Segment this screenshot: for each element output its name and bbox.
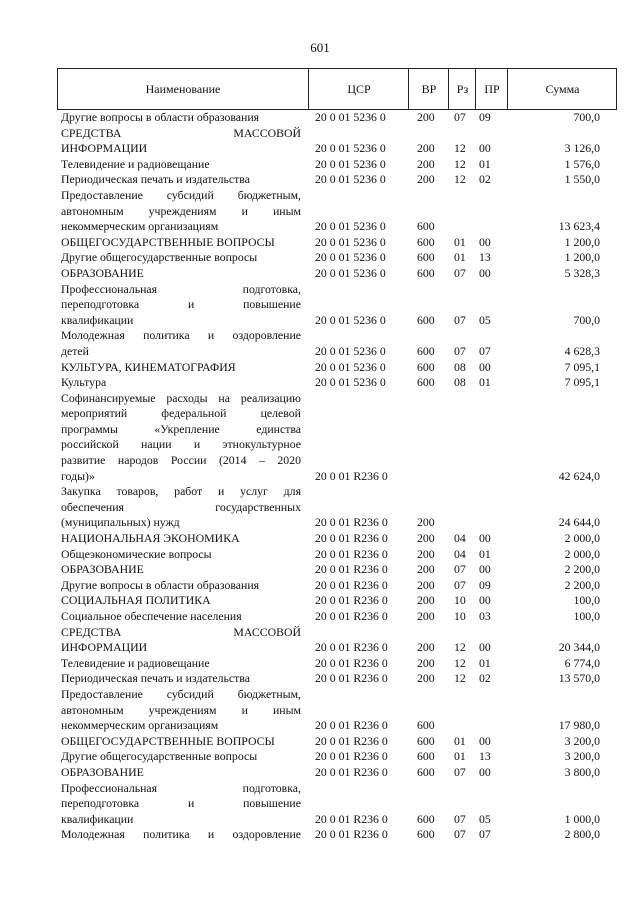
row-name: Другие общегосударственные вопросы (61, 749, 258, 764)
table-row (57, 126, 617, 142)
table-row (57, 235, 617, 251)
row-csr: 20 0 01 5236 0 (315, 343, 386, 358)
row-name: ИНФОРМАЦИИ (61, 640, 148, 655)
row-sum: 3 800,0 (564, 764, 600, 779)
row-vr: 600 (417, 250, 435, 265)
row-vr: 600 (417, 343, 435, 358)
row-sum: 1 200,0 (564, 250, 600, 265)
row-vr: 600 (417, 718, 435, 733)
row-name-text: Профессиональная подготовка, (61, 780, 301, 795)
row-name: Периодическая печать и издательства (61, 671, 250, 686)
row-vr: 600 (417, 375, 435, 390)
row-pr: 00 (479, 764, 491, 779)
table-row (57, 453, 617, 469)
row-sum: 100,0 (573, 609, 600, 623)
table-row (57, 469, 617, 485)
row-rz: 01 (454, 749, 466, 764)
table-row (57, 313, 617, 329)
row-pr: 00 (479, 234, 491, 249)
row-name: Культура (61, 375, 107, 390)
header-name: Наименование (145, 82, 221, 96)
row-name (61, 827, 301, 843)
row-csr: 20 0 01 R236 0 (315, 764, 388, 779)
row-name-text: Софинансируемые расходы на реализацию (61, 390, 301, 405)
row-pr: 00 (479, 640, 491, 655)
row-rz: 12 (454, 172, 466, 187)
row-rz: 07 (454, 562, 466, 577)
row-name-text: переподготовка и повышение (61, 796, 301, 811)
row-name (61, 484, 301, 500)
row-name (61, 500, 301, 516)
row-name: ОБРАЗОВАНИЕ (61, 265, 144, 280)
row-sum: 2 200,0 (564, 562, 600, 577)
row-sum: 2 000,0 (564, 531, 600, 546)
row-name: Другие вопросы в области образования (61, 110, 260, 124)
table-row (57, 796, 617, 812)
table-row (57, 344, 617, 360)
row-name: годы)» (61, 468, 95, 483)
row-rz: 08 (454, 375, 466, 390)
row-sum: 5 328,3 (564, 265, 600, 280)
row-csr: 20 0 01 5236 0 (315, 312, 386, 327)
table-row (57, 406, 617, 422)
table-row (57, 812, 617, 828)
table-row (57, 375, 617, 391)
row-vr: 600 (417, 749, 435, 764)
row-csr: 20 0 01 5236 0 (315, 110, 386, 124)
row-name (61, 437, 301, 453)
row-rz: 12 (454, 640, 466, 655)
row-sum: 3 200,0 (564, 733, 600, 748)
row-sum: 20 344,0 (558, 640, 600, 655)
header-csr: ЦСР (308, 69, 409, 109)
row-vr: 200 (417, 671, 435, 686)
table-row (57, 391, 617, 407)
table-row (57, 531, 617, 547)
row-vr: 600 (417, 764, 435, 779)
row-vr: 200 (417, 546, 435, 561)
row-rz: 12 (454, 655, 466, 670)
row-sum: 4 628,3 (564, 343, 600, 358)
row-csr: 20 0 01 R236 0 (315, 640, 388, 655)
row-csr: 20 0 01 5236 0 (315, 156, 386, 171)
row-vr: 600 (417, 733, 435, 748)
row-name-text: Молодежная политика и оздоровление (61, 827, 301, 842)
row-name: квалификации (61, 811, 134, 826)
row-csr: 20 0 01 R236 0 (315, 671, 388, 686)
row-name: ОБЩЕГОСУДАРСТВЕННЫЕ ВОПРОСЫ (61, 733, 275, 748)
row-sum: 17 980,0 (558, 718, 600, 733)
row-name (61, 188, 301, 204)
row-name (61, 453, 301, 469)
row-name: ИНФОРМАЦИИ (61, 141, 148, 156)
row-csr: 20 0 01 R236 0 (315, 577, 388, 592)
row-sum: 1 000,0 (564, 811, 600, 826)
row-name (61, 796, 301, 812)
row-vr: 200 (417, 515, 435, 530)
row-name-text: СРЕДСТВА МАССОВОЙ (61, 125, 301, 140)
table-row (57, 703, 617, 719)
row-rz: 08 (454, 359, 466, 374)
table-row (57, 547, 617, 563)
row-name: детей (61, 343, 89, 358)
row-pr: 00 (479, 265, 491, 280)
row-name: КУЛЬТУРА, КИНЕМАТОГРАФИЯ (61, 359, 236, 374)
row-pr: 05 (479, 312, 491, 327)
table-row (57, 172, 617, 188)
table-row (57, 827, 617, 843)
table-row (57, 765, 617, 781)
table-row (57, 219, 617, 235)
row-csr: 20 0 01 5236 0 (315, 375, 386, 390)
table-header (57, 68, 617, 110)
row-sum: 42 624,0 (558, 468, 600, 483)
row-vr: 600 (417, 811, 435, 826)
row-sum: 100,0 (573, 593, 600, 608)
row-name: Другие общегосударственные вопросы (61, 250, 258, 265)
row-csr: 20 0 01 5236 0 (315, 250, 386, 265)
row-name: Социальное обеспечение населения (61, 609, 242, 623)
row-csr: 20 0 01 5236 0 (315, 141, 386, 156)
row-vr: 200 (417, 531, 435, 546)
row-name: Периодическая печать и издательства (61, 172, 250, 187)
row-vr: 200 (417, 172, 435, 187)
row-pr: 07 (479, 827, 491, 842)
row-pr: 07 (479, 343, 491, 358)
row-csr: 20 0 01 R236 0 (315, 718, 388, 733)
row-csr: 20 0 01 5236 0 (315, 265, 386, 280)
row-rz: 07 (454, 827, 466, 842)
table-row (57, 625, 617, 641)
table-row (57, 141, 617, 157)
row-sum: 3 200,0 (564, 749, 600, 764)
row-rz: 12 (454, 156, 466, 171)
row-name-text: Предоставление субсидий бюджетным, (61, 187, 301, 202)
row-rz: 04 (454, 546, 466, 561)
table-row (57, 718, 617, 734)
table-row (57, 157, 617, 173)
row-name-text: развитие народов России (2014 – 2020 (61, 453, 301, 468)
row-pr: 00 (479, 141, 491, 156)
table-body (57, 110, 617, 843)
table-row (57, 188, 617, 204)
row-name: Общеэкономические вопросы (61, 546, 212, 561)
table-row (57, 562, 617, 578)
table-row (57, 749, 617, 765)
row-sum: 1 550,0 (564, 172, 600, 187)
table-row (57, 656, 617, 672)
row-name-text: Профессиональная подготовка, (61, 281, 301, 296)
table-row (57, 640, 617, 656)
header-pr: ПР (475, 69, 508, 109)
row-pr: 03 (479, 609, 491, 623)
row-rz: 07 (454, 265, 466, 280)
row-name: Другие вопросы в области образования (61, 577, 260, 592)
row-csr: 20 0 01 R236 0 (315, 749, 388, 764)
table-row (57, 282, 617, 298)
row-pr: 02 (479, 172, 491, 187)
table-row (57, 250, 617, 266)
row-name: ОБРАЗОВАНИЕ (61, 562, 144, 577)
table-row (57, 671, 617, 687)
table-row (57, 593, 617, 609)
row-vr: 200 (417, 577, 435, 592)
row-csr: 20 0 01 R236 0 (315, 827, 388, 842)
page-number: 601 (310, 40, 330, 55)
row-sum: 2 200,0 (564, 577, 600, 592)
table-row (57, 328, 617, 344)
row-name-text: мероприятий федеральной целевой (61, 406, 301, 421)
row-pr: 02 (479, 671, 491, 686)
row-name (61, 328, 301, 344)
row-sum: 1 200,0 (564, 234, 600, 249)
table-row (57, 110, 617, 126)
row-rz: 12 (454, 671, 466, 686)
row-sum: 2 800,0 (564, 827, 600, 842)
table-row (57, 515, 617, 531)
row-name (61, 391, 301, 407)
row-rz: 07 (454, 577, 466, 592)
row-rz: 07 (454, 764, 466, 779)
row-sum: 24 644,0 (558, 515, 600, 530)
row-sum: 13 570,0 (558, 671, 600, 686)
row-sum: 1 576,0 (564, 156, 600, 171)
table-row (57, 734, 617, 750)
row-sum: 7 095,1 (564, 359, 600, 374)
row-vr: 600 (417, 312, 435, 327)
row-name-text: Закупка товаров, работ и услуг для (61, 484, 301, 499)
row-pr: 05 (479, 811, 491, 826)
row-vr: 200 (417, 593, 435, 608)
row-name-text: автономным учреждениям и иным (61, 702, 301, 717)
row-csr: 20 0 01 R236 0 (315, 733, 388, 748)
row-name-text: Предоставление субсидий бюджетным, (61, 686, 301, 701)
row-csr: 20 0 01 R236 0 (315, 531, 388, 546)
row-rz: 01 (454, 250, 466, 265)
table-row (57, 500, 617, 516)
row-vr: 200 (417, 655, 435, 670)
row-name: СОЦИАЛЬНАЯ ПОЛИТИКА (61, 593, 211, 608)
row-name: некоммерческим организациям (61, 718, 219, 733)
row-name (61, 703, 301, 719)
row-pr: 13 (479, 749, 491, 764)
row-name (61, 126, 301, 142)
row-rz: 12 (454, 141, 466, 156)
row-csr: 20 0 01 5236 0 (315, 234, 386, 249)
row-sum: 6 774,0 (564, 655, 600, 670)
table-row (57, 609, 617, 625)
row-vr: 600 (417, 359, 435, 374)
row-rz: 07 (454, 312, 466, 327)
table-row (57, 204, 617, 220)
row-csr: 20 0 01 5236 0 (315, 219, 386, 234)
row-csr: 20 0 01 R236 0 (315, 609, 388, 623)
table-row (57, 687, 617, 703)
row-pr: 01 (479, 655, 491, 670)
row-vr: 600 (417, 827, 435, 842)
table-row (57, 437, 617, 453)
row-csr: 20 0 01 5236 0 (315, 172, 386, 187)
row-name (61, 687, 301, 703)
row-csr: 20 0 01 5236 0 (315, 359, 386, 374)
table-row (57, 781, 617, 797)
row-name (61, 422, 301, 438)
row-vr: 200 (417, 640, 435, 655)
row-csr: 20 0 01 R236 0 (315, 593, 388, 608)
row-pr: 00 (479, 562, 491, 577)
row-name-text: российской нации и этнокультурное (61, 437, 301, 452)
table-row (57, 360, 617, 376)
row-pr: 00 (479, 359, 491, 374)
row-vr: 600 (417, 219, 435, 234)
row-name (61, 282, 301, 298)
row-vr: 200 (417, 562, 435, 577)
row-name-text: переподготовка и повышение (61, 297, 301, 312)
row-name: ОБЩЕГОСУДАРСТВЕННЫЕ ВОПРОСЫ (61, 234, 275, 249)
row-sum: 2 000,0 (564, 546, 600, 561)
row-vr: 200 (417, 141, 435, 156)
row-rz: 01 (454, 733, 466, 748)
row-vr: 200 (417, 110, 435, 124)
table-row (57, 422, 617, 438)
row-pr: 00 (479, 733, 491, 748)
row-csr: 20 0 01 R236 0 (315, 546, 388, 561)
header-vr: ВР (408, 69, 449, 109)
row-name-text: СРЕДСТВА МАССОВОЙ (61, 624, 301, 639)
row-name-text: программы «Укрепление единства (61, 421, 301, 436)
row-rz: 04 (454, 531, 466, 546)
row-csr: 20 0 01 R236 0 (315, 468, 388, 483)
budget-table (57, 68, 617, 843)
row-rz: 10 (454, 593, 466, 608)
row-name: Телевидение и радиовещание (61, 156, 210, 171)
row-sum: 13 623,4 (558, 219, 600, 234)
row-name-text: обеспечения государственных (61, 499, 301, 514)
row-name (61, 204, 301, 220)
table-row (57, 578, 617, 594)
row-name (61, 781, 301, 797)
row-rz: 01 (454, 234, 466, 249)
row-pr: 01 (479, 546, 491, 561)
row-name: некоммерческим организациям (61, 219, 219, 234)
row-vr: 600 (417, 265, 435, 280)
row-name (61, 625, 301, 641)
row-sum: 700,0 (573, 110, 600, 124)
row-name: квалификации (61, 312, 134, 327)
row-pr: 00 (479, 531, 491, 546)
row-csr: 20 0 01 R236 0 (315, 811, 388, 826)
row-name-text: Молодежная политика и оздоровление (61, 328, 301, 343)
row-csr: 20 0 01 R236 0 (315, 515, 388, 530)
row-rz: 07 (454, 343, 466, 358)
row-name: Телевидение и радиовещание (61, 655, 210, 670)
row-rz: 07 (454, 110, 466, 124)
table-row (57, 266, 617, 282)
row-name: НАЦИОНАЛЬНАЯ ЭКОНОМИКА (61, 531, 240, 546)
row-sum: 7 095,1 (564, 375, 600, 390)
table-row (57, 484, 617, 500)
row-name-text: автономным учреждениям и иным (61, 203, 301, 218)
row-sum: 700,0 (573, 312, 600, 327)
row-pr: 13 (479, 250, 491, 265)
table-row (57, 297, 617, 313)
row-pr: 01 (479, 375, 491, 390)
header-rz: Рз (448, 69, 476, 109)
row-pr: 00 (479, 593, 491, 608)
row-pr: 09 (479, 110, 491, 124)
row-vr: 200 (417, 156, 435, 171)
row-name (61, 297, 301, 313)
row-pr: 01 (479, 156, 491, 171)
row-sum: 3 126,0 (564, 141, 600, 156)
row-vr: 200 (417, 609, 435, 623)
row-pr: 09 (479, 577, 491, 592)
row-name: (муниципальных) нужд (61, 515, 180, 530)
row-rz: 07 (454, 811, 466, 826)
row-csr: 20 0 01 R236 0 (315, 562, 388, 577)
header-sum: Сумма (507, 69, 617, 109)
row-rz: 10 (454, 609, 466, 623)
row-csr: 20 0 01 R236 0 (315, 655, 388, 670)
row-vr: 600 (417, 234, 435, 249)
row-name: ОБРАЗОВАНИЕ (61, 764, 144, 779)
row-name (61, 406, 301, 422)
